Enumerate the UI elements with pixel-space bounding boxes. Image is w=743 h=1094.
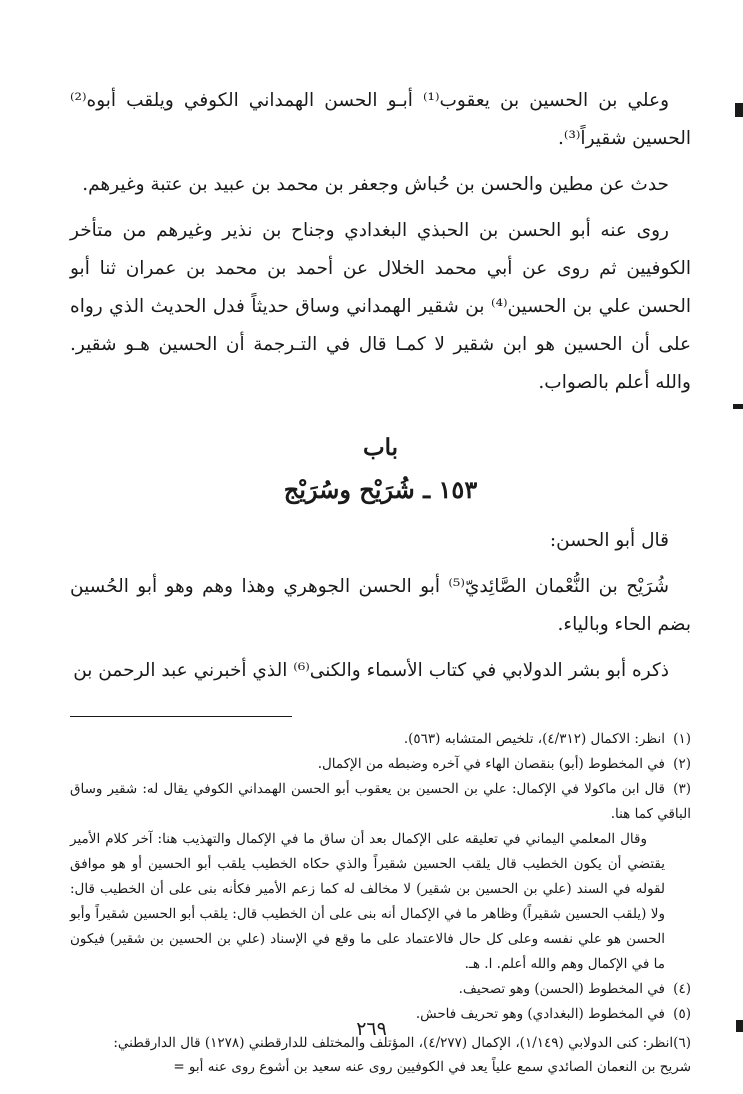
paragraph-shurayh: شُرَيْح بن النُّعْمان الصَّائِديّ⁽⁵⁾ أبو الحسن الجوهري وهذا وهم وهو أبو الحُسين بضم الحاء وبالياء.: [70, 576, 691, 635]
page-content: [70, 82, 691, 1079]
paragraph-narrated-from: حدث عن مطين والحسن بن حُباش وجعفر بن محمد بن عبيد بن عتبة وغيرهم.: [82, 174, 669, 195]
footnote-number: (٥): [673, 1006, 691, 1022]
scan-edge-mark-middle: [733, 404, 743, 409]
paragraph-narrated-by: روى عنه أبو الحسن بن الحبذي البغدادي وجناح بن نذير وغيرهم من متأخر الكوفيين ثم روى عن أبي محمد الخلال عن أحمد بن محمد بن عمران ثنا أبو الحسن علي بن الحسين⁽⁴⁾ بن شقير الهمداني وساق حديثاً فدل الحديث الذي رواه على أن الحسين هو ابن شقير لا كمـا قال في التـرجمة أن الحسين هـو شقير. والله أعلم بالصواب.: [70, 220, 691, 393]
footnote-number: (٣): [673, 781, 691, 797]
footnote-number: (٢): [673, 756, 691, 772]
footnote-number: (١): [673, 731, 691, 747]
entry-text: [70, 522, 691, 690]
scan-edge-mark-top: [735, 103, 743, 117]
paragraph-ali-ibn-al-husayn: وعلي بن الحسين بن يعقوب⁽¹⁾ أبـو الحسن الهمداني الكوفي ويلقب أبوه⁽²⁾ الحسين شقيراً⁽³⁾.: [70, 90, 691, 149]
footnote-number: (٦): [673, 1035, 691, 1051]
footnote-3-continuation: وقال المعلمي اليماني في تعليقه على الإكمال بعد أن ساق ما في الإكمال والتهذيب هنا: آخر كلام الأمير يقتضي أن يكون الخطيب قال يلقب الحسين شقيراً والذي حكاه الخطيب يلقب أبو الحسين أو هو موافق لقوله في السند (علي بن الحسين بن شقير) لا مخالف له كما زعم الأمير فكأنه بنى على أن الخطيب قال: ولا (يلقب الحسين شقيراً) وظاهر ما في الإكمال أنه بنى على أن الخطيب قال: يلقب أبو الحسين شقيراً وأبو الحسن هو علي نفسه وعلى كل حال فالاعتماد على ما وقع في الإسناد (علي بن الحسين بن شقير) فيكون ما في الإكمال وهم والله أعلم. ا. هـ.: [70, 831, 665, 972]
main-text: [70, 82, 691, 402]
footnote-number: (٤): [673, 981, 691, 997]
paragraph-dhakarahu: ذكره أبو بشر الدولابي في كتاب الأسماء والكنى⁽⁶⁾ الذي أخبرني عبد الرحمن بن: [73, 660, 669, 681]
footnote-text: قال ابن ماكولا في الإكمال: علي بن الحسين بن يعقوب أبو الحسن الهمداني الكوفي يقال له: شقير وساق الباقي كما هنا.: [70, 781, 691, 822]
footnote-text: انظر: الاكمال (٤/٣١٢)، تلخيص المتشابه (٥٦٣).: [403, 731, 665, 747]
paragraph-qala-abu-al-hasan: قال أبو الحسن:: [549, 530, 669, 551]
section-header: [70, 428, 691, 512]
footnote-text: انظر: كنى الدولابي (١/١٤٩)، الإكمال (٤/٢٧٧)، المؤتلف والمختلف للدارقطني (١٢٧٨) قال الدارقطني:: [113, 1035, 674, 1051]
footnote-separator: [70, 716, 292, 717]
footnote-4: [70, 977, 691, 1002]
footnote-text: في المخطوط (البغدادي) وهو تحريف فاحش.: [415, 1006, 665, 1022]
footnote-3: [70, 777, 691, 827]
chapter-heading: باب: [362, 434, 399, 461]
footnote-text: في المخطوط (الحسن) وهو تصحيف.: [458, 981, 665, 997]
footnote-text: في المخطوط (أبو) بنقصان الهاء في آخره وضبطه من الإكمال.: [317, 756, 665, 772]
footnote-6-continuation: شريح بن النعمان الصائدي سمع علياً يعد في الكوفيين روى عنه سعيد بن أشوع روى عنه أبو =: [173, 1059, 691, 1075]
footnote-2: [70, 752, 691, 777]
entry-title: ١٥٣ ـ شُرَيْح وسُرَيْج: [283, 475, 478, 504]
page-number: ٢٦٩: [356, 1018, 387, 1040]
footnote-1: [70, 727, 691, 752]
